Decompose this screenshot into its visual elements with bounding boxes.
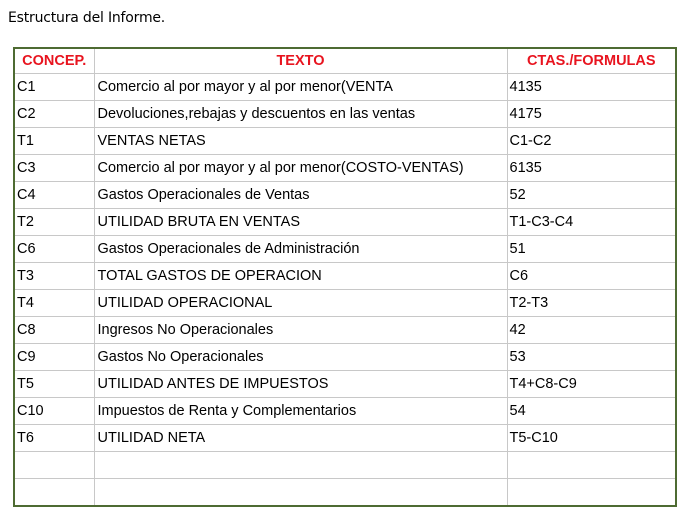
cell-concepto[interactable]	[14, 452, 94, 479]
cell-texto[interactable]	[94, 479, 507, 507]
cell-concepto[interactable]: C4	[14, 182, 94, 209]
table-row	[14, 74, 676, 101]
header-row	[14, 48, 676, 74]
cell-texto[interactable]: Gastos Operacionales de Administración	[94, 236, 507, 263]
cell-texto[interactable]: Comercio al por mayor y al por menor(COSTO-VENTAS)	[94, 155, 507, 182]
table-row	[14, 101, 676, 128]
cell-formula[interactable]: 54	[507, 398, 676, 425]
cell-concepto[interactable]: T4	[14, 290, 94, 317]
table-row	[14, 317, 676, 344]
cell-texto[interactable]: UTILIDAD OPERACIONAL	[94, 290, 507, 317]
table-row	[14, 479, 676, 507]
cell-texto[interactable]: Gastos Operacionales de Ventas	[94, 182, 507, 209]
table-row	[14, 344, 676, 371]
cell-concepto[interactable]: C6	[14, 236, 94, 263]
cell-texto[interactable]: UTILIDAD BRUTA EN VENTAS	[94, 209, 507, 236]
cell-concepto[interactable]: T5	[14, 371, 94, 398]
cell-formula[interactable]	[507, 452, 676, 479]
cell-texto[interactable]: UTILIDAD ANTES DE IMPUESTOS	[94, 371, 507, 398]
table-row	[14, 452, 676, 479]
cell-formula[interactable]: C6	[507, 263, 676, 290]
cell-concepto[interactable]: T2	[14, 209, 94, 236]
cell-concepto[interactable]: C9	[14, 344, 94, 371]
cell-formula[interactable]: 4135	[507, 74, 676, 101]
cell-texto[interactable]: Ingresos No Operacionales	[94, 317, 507, 344]
cell-concepto[interactable]: C3	[14, 155, 94, 182]
cell-concepto[interactable]: T3	[14, 263, 94, 290]
header-concepto[interactable]: CONCEP.	[14, 48, 94, 74]
header-texto[interactable]: TEXTO	[94, 48, 507, 74]
cell-texto[interactable]: Gastos No Operacionales	[94, 344, 507, 371]
table-row	[14, 209, 676, 236]
cell-formula[interactable]: 4175	[507, 101, 676, 128]
table-row	[14, 182, 676, 209]
cell-formula[interactable]: T4+C8-C9	[507, 371, 676, 398]
cell-formula[interactable]	[507, 479, 676, 507]
cell-texto[interactable]: VENTAS NETAS	[94, 128, 507, 155]
cell-concepto[interactable]: T1	[14, 128, 94, 155]
table-row	[14, 290, 676, 317]
cell-formula[interactable]: T2-T3	[507, 290, 676, 317]
header-formulas[interactable]: CTAS./FORMULAS	[507, 48, 676, 74]
cell-formula[interactable]: 6135	[507, 155, 676, 182]
cell-concepto[interactable]	[14, 479, 94, 507]
table-row	[14, 371, 676, 398]
cell-formula[interactable]: C1-C2	[507, 128, 676, 155]
cell-texto[interactable]	[94, 452, 507, 479]
report-title: Estructura del Informe.	[8, 10, 166, 26]
cell-texto[interactable]: UTILIDAD NETA	[94, 425, 507, 452]
report-structure-table	[13, 47, 677, 507]
cell-texto[interactable]: Impuestos de Renta y Complementarios	[94, 398, 507, 425]
cell-formula[interactable]: 42	[507, 317, 676, 344]
cell-formula[interactable]: T5-C10	[507, 425, 676, 452]
table-row	[14, 425, 676, 452]
cell-texto[interactable]: Comercio al por mayor y al por menor(VENTA	[94, 74, 507, 101]
cell-formula[interactable]: 52	[507, 182, 676, 209]
cell-formula[interactable]: T1-C3-C4	[507, 209, 676, 236]
cell-texto[interactable]: Devoluciones,rebajas y descuentos en las ventas	[94, 101, 507, 128]
table-row	[14, 128, 676, 155]
table-row	[14, 263, 676, 290]
cell-texto[interactable]: TOTAL GASTOS DE OPERACION	[94, 263, 507, 290]
table-row	[14, 236, 676, 263]
cell-concepto[interactable]: C8	[14, 317, 94, 344]
table-row	[14, 398, 676, 425]
cell-formula[interactable]: 53	[507, 344, 676, 371]
cell-formula[interactable]: 51	[507, 236, 676, 263]
cell-concepto[interactable]: C1	[14, 74, 94, 101]
cell-concepto[interactable]: T6	[14, 425, 94, 452]
table-row	[14, 155, 676, 182]
cell-concepto[interactable]: C10	[14, 398, 94, 425]
cell-concepto[interactable]: C2	[14, 101, 94, 128]
